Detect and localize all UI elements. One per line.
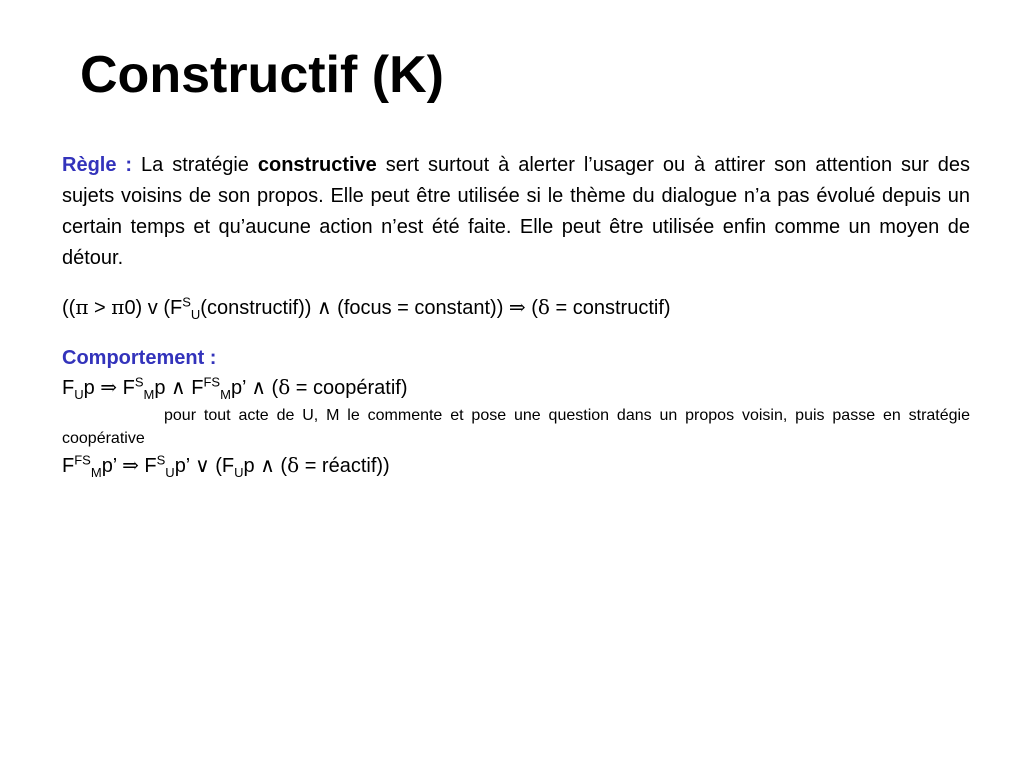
- formula-text: p’: [174, 455, 196, 477]
- rule-text-start: La stratégie: [132, 154, 258, 176]
- superscript: S: [134, 374, 144, 390]
- formula-text: (: [274, 455, 288, 477]
- formula-text: p: [154, 377, 172, 399]
- and-symbol: ∧: [251, 375, 266, 399]
- formula-text: F: [62, 455, 75, 477]
- rule-text-end: sert surtout à alerter l’usager ou à attirer son attention sur des sujets voisins de son propos. Elle peut être utilisée si le thème du dialogue n’a pas évolué depuis un certain temps et qu’aucune action n’est été faite. Elle peut être utilisée enfin comme un moyen de détour.: [62, 154, 970, 269]
- superscript: S: [156, 452, 166, 468]
- formula-text: F: [117, 377, 135, 399]
- formula-text: F: [185, 377, 204, 399]
- behaviour-formula-1: [62, 372, 970, 404]
- and-symbol: ∧: [316, 295, 332, 319]
- formula-text: (F: [209, 455, 235, 477]
- rule-bold-word: constructive: [257, 154, 377, 176]
- superscript: FS: [74, 452, 91, 468]
- behaviour-formula-2: [62, 450, 970, 482]
- formula-text: p’: [101, 455, 123, 477]
- activation-formula: [62, 292, 970, 323]
- delta-symbol: δ: [287, 453, 300, 477]
- formula-text: p’: [230, 377, 252, 399]
- formula-text: = réactif)): [299, 455, 390, 477]
- and-symbol: ∧: [260, 453, 275, 477]
- slide-content: [62, 150, 970, 482]
- implies-symbol: ⇒: [100, 375, 118, 399]
- slide-title: Constructif (K): [80, 46, 444, 104]
- formula-text: >: [88, 297, 112, 319]
- behaviour-note: pour tout acte de U, M le commente et pose une question dans un propos voisin, puis passe en stratégie coopérative: [62, 407, 970, 447]
- formula-text: F: [138, 455, 157, 477]
- or-symbol: ∨: [195, 453, 210, 477]
- formula-text: (: [265, 377, 279, 399]
- pi-symbol: π: [111, 295, 125, 319]
- formula-text: (focus = constant)): [331, 297, 509, 319]
- subscript: U: [190, 307, 201, 322]
- behaviour-label: Comportement :: [62, 347, 217, 369]
- formula-text: ((: [62, 297, 76, 319]
- formula-text: 0) v (F: [124, 297, 183, 319]
- and-symbol: ∧: [171, 375, 186, 399]
- superscript: S: [182, 294, 191, 310]
- subscript: U: [74, 387, 84, 402]
- formula-text: = constructif): [549, 297, 671, 319]
- rule-label: Règle :: [62, 154, 133, 176]
- implies-symbol: ⇒: [122, 453, 139, 477]
- delta-symbol: δ: [278, 375, 291, 399]
- delta-symbol: δ: [537, 295, 550, 319]
- rule-paragraph: [62, 150, 970, 274]
- formula-text: (: [525, 297, 538, 319]
- subscript: M: [90, 465, 102, 480]
- subscript: M: [220, 387, 231, 402]
- subscript: M: [143, 387, 155, 402]
- superscript: FS: [203, 374, 221, 390]
- formula-text: = coopératif): [290, 377, 408, 399]
- subscript: U: [165, 465, 175, 480]
- formula-text: (constructif)): [200, 297, 317, 319]
- formula-text: F: [62, 377, 75, 399]
- pi-symbol: π: [75, 295, 89, 319]
- formula-text: p: [243, 455, 261, 477]
- subscript: U: [234, 465, 244, 480]
- implies-symbol: ⇒: [508, 295, 526, 319]
- formula-text: p: [83, 377, 101, 399]
